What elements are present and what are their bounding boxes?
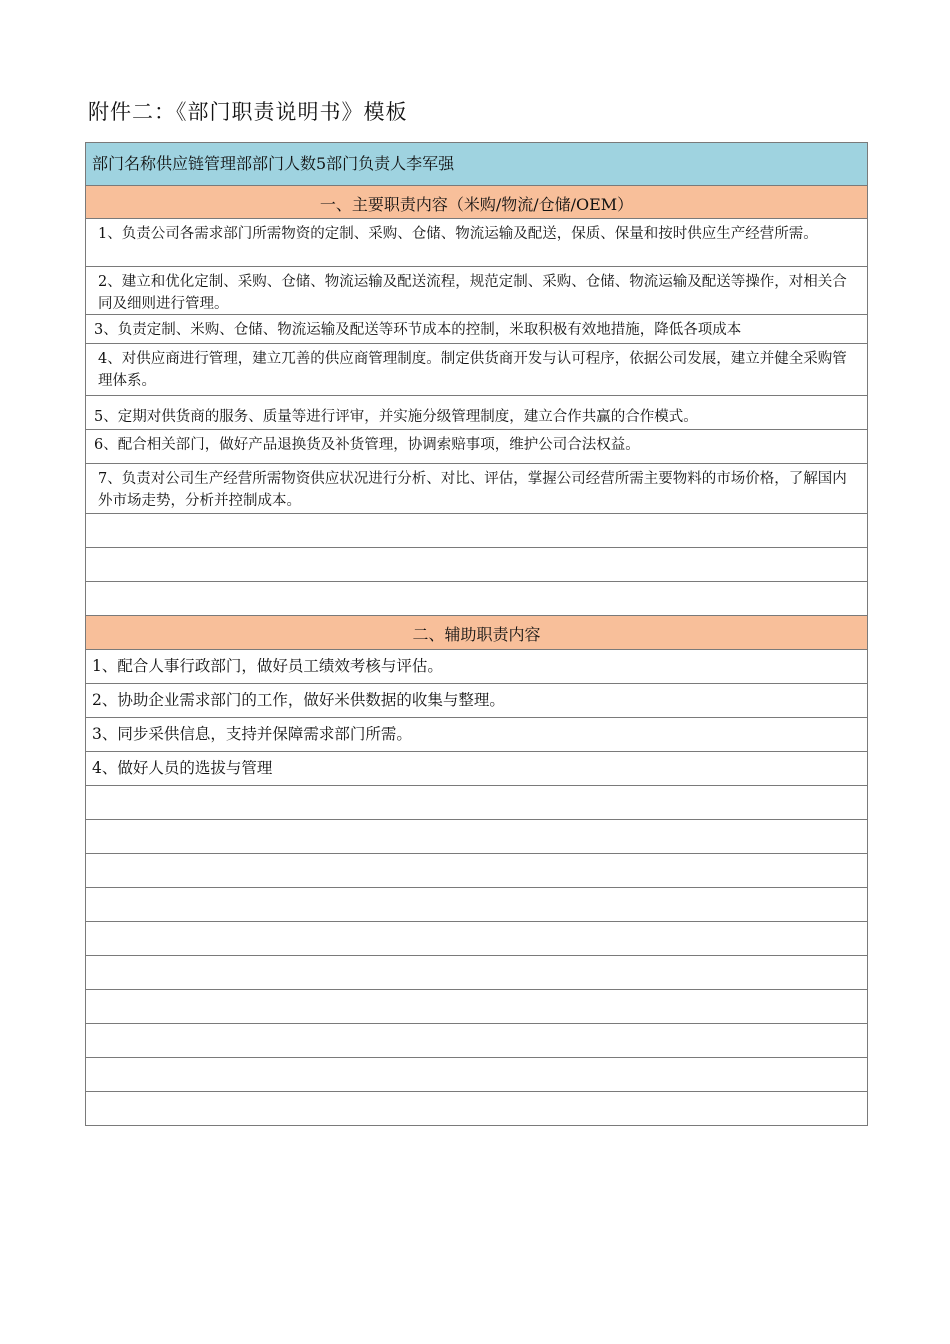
blank-row: [86, 1058, 867, 1092]
responsibility-table: [85, 142, 868, 1126]
aux-duty-item: 1、配合人事行政部门，做好员工绩效考核与评估。: [86, 650, 867, 684]
main-duty-item: 1、负责公司各需求部门所需物资的定制、采购、仓储、物流运输及配送，保质、保量和按时供应生产经营所需。: [86, 219, 867, 267]
blank-row: [86, 956, 867, 990]
blank-row: [86, 1092, 867, 1126]
main-duty-item: 7、负责对公司生产经营所需物资供应状况进行分析、对比、评估，掌握公司经营所需主要物料的市场价格，了解国内外市场走势，分析并控制成本。: [86, 464, 867, 514]
main-duties-header: 一、主要职责内容（米购/物流/仓储/OEM）: [86, 186, 867, 219]
main-duty-item: 3、负责定制、米购、仓储、物流运输及配送等环节成本的控制，米取积极有效地措施，降低各项成本: [86, 315, 867, 344]
main-duty-item: 2、建立和优化定制、采购、仓储、物流运输及配送流程，规范定制、采购、仓储、物流运输及配送等操作，对相关合同及细则进行管理。: [86, 267, 867, 315]
blank-row: [86, 990, 867, 1024]
blank-row: [86, 786, 867, 820]
blank-row: [86, 922, 867, 956]
blank-row: [86, 1024, 867, 1058]
main-duty-item: 5、定期对供货商的服务、质量等进行评审，并实施分级管理制度，建立合作共赢的合作模式。: [86, 396, 867, 430]
blank-row: [86, 820, 867, 854]
blank-row: [86, 888, 867, 922]
document-title: 附件二：《部门职责说明书》模板: [88, 100, 408, 124]
blank-row: [86, 854, 867, 888]
aux-duty-item: 3、同步采供信息，支持并保障需求部门所需。: [86, 718, 867, 752]
aux-duties-header: 二、辅助职责内容: [86, 616, 867, 650]
aux-duty-item: 2、协助企业需求部门的工作，做好米供数据的收集与整理。: [86, 684, 867, 718]
blank-row: [86, 514, 867, 548]
main-duty-item: 4、对供应商进行管理，建立兀善的供应商管理制度。制定供货商开发与认可程序，依据公司发展，建立并健全采购管理体系。: [86, 344, 867, 396]
main-duty-item: 6、配合相关部门，做好产品退换货及补货管理，协调索赔事项，维护公司合法权益。: [86, 430, 867, 464]
blank-row: [86, 582, 867, 616]
aux-duty-item: 4、做好人员的选拔与管理: [86, 752, 867, 786]
blank-row: [86, 548, 867, 582]
department-info-row: 部门名称供应链管理部部门人数5部门负责人李军强: [86, 143, 867, 186]
